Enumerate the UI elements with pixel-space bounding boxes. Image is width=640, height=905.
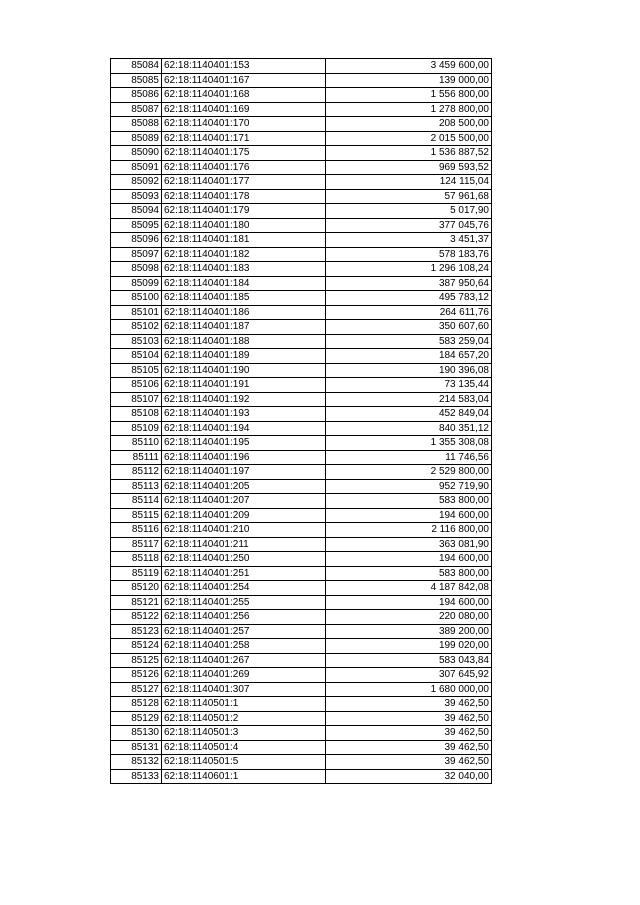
row-number-cell: 85095 <box>111 218 162 233</box>
cadastral-number-cell: 62:18:1140401:191 <box>162 378 326 393</box>
cadastral-value-cell: 2 015 500,00 <box>326 131 492 146</box>
cadastral-value-cell: 363 081,90 <box>326 537 492 552</box>
table-row <box>111 711 492 726</box>
table-row <box>111 363 492 378</box>
row-number-cell: 85115 <box>111 508 162 523</box>
cadastral-value-cell: 583 259,04 <box>326 334 492 349</box>
cadastral-value-cell: 1 278 800,00 <box>326 102 492 117</box>
cadastral-number-cell: 62:18:1140501:1 <box>162 697 326 712</box>
cadastral-number-cell: 62:18:1140401:211 <box>162 537 326 552</box>
row-number-cell: 85121 <box>111 595 162 610</box>
cadastral-value-cell: 3 459 600,00 <box>326 59 492 74</box>
row-number-cell: 85126 <box>111 668 162 683</box>
cadastral-value-cell: 3 451,37 <box>326 233 492 248</box>
table-row <box>111 537 492 552</box>
cadastral-number-cell: 62:18:1140501:2 <box>162 711 326 726</box>
table-row <box>111 494 492 509</box>
row-number-cell: 85106 <box>111 378 162 393</box>
cadastral-value-cell: 1 296 108,24 <box>326 262 492 277</box>
cadastral-value-cell: 194 600,00 <box>326 595 492 610</box>
row-number-cell: 85120 <box>111 581 162 596</box>
cadastral-value-cell: 124 115,04 <box>326 175 492 190</box>
table-row <box>111 262 492 277</box>
table-row <box>111 146 492 161</box>
cadastral-value-cell: 952 719,90 <box>326 479 492 494</box>
cadastral-number-cell: 62:18:1140401:269 <box>162 668 326 683</box>
cadastral-number-cell: 62:18:1140401:180 <box>162 218 326 233</box>
cadastral-number-cell: 62:18:1140401:254 <box>162 581 326 596</box>
table-row <box>111 552 492 567</box>
cadastral-value-cell: 969 593,52 <box>326 160 492 175</box>
cadastral-number-cell: 62:18:1140401:207 <box>162 494 326 509</box>
table-row <box>111 320 492 335</box>
table-row <box>111 726 492 741</box>
cadastral-number-cell: 62:18:1140401:167 <box>162 73 326 88</box>
table-row <box>111 131 492 146</box>
cadastral-number-cell: 62:18:1140401:153 <box>162 59 326 74</box>
row-number-cell: 85132 <box>111 755 162 770</box>
cadastral-value-cell: 190 396,08 <box>326 363 492 378</box>
cadastral-value-cell: 39 462,50 <box>326 755 492 770</box>
table-row <box>111 581 492 596</box>
row-number-cell: 85100 <box>111 291 162 306</box>
cadastral-number-cell: 62:18:1140401:190 <box>162 363 326 378</box>
row-number-cell: 85086 <box>111 88 162 103</box>
table-row <box>111 769 492 784</box>
table-row <box>111 102 492 117</box>
row-number-cell: 85124 <box>111 639 162 654</box>
cadastral-value-cell: 194 600,00 <box>326 508 492 523</box>
row-number-cell: 85089 <box>111 131 162 146</box>
cadastral-number-cell: 62:18:1140401:205 <box>162 479 326 494</box>
cadastral-value-cell: 1 355 308,08 <box>326 436 492 451</box>
row-number-cell: 85128 <box>111 697 162 712</box>
cadastral-number-cell: 62:18:1140401:194 <box>162 421 326 436</box>
table-row <box>111 595 492 610</box>
cadastral-number-cell: 62:18:1140401:188 <box>162 334 326 349</box>
table-row <box>111 73 492 88</box>
cadastral-number-cell: 62:18:1140401:196 <box>162 450 326 465</box>
cadastral-value-cell: 57 961,68 <box>326 189 492 204</box>
table-row <box>111 682 492 697</box>
cadastral-value-cell: 184 657,20 <box>326 349 492 364</box>
cadastral-value-cell: 214 583,04 <box>326 392 492 407</box>
row-number-cell: 85102 <box>111 320 162 335</box>
table-row <box>111 291 492 306</box>
row-number-cell: 85091 <box>111 160 162 175</box>
cadastral-number-cell: 62:18:1140401:170 <box>162 117 326 132</box>
row-number-cell: 85123 <box>111 624 162 639</box>
cadastral-number-cell: 62:18:1140401:258 <box>162 639 326 654</box>
cadastral-number-cell: 62:18:1140401:179 <box>162 204 326 219</box>
table-row <box>111 508 492 523</box>
cadastral-value-cell: 2 116 800,00 <box>326 523 492 538</box>
cadastral-value-cell: 452 849,04 <box>326 407 492 422</box>
cadastral-value-cell: 583 800,00 <box>326 566 492 581</box>
row-number-cell: 85130 <box>111 726 162 741</box>
table-row <box>111 117 492 132</box>
cadastral-value-cell: 199 020,00 <box>326 639 492 654</box>
table-row <box>111 175 492 190</box>
table-row <box>111 349 492 364</box>
cadastral-number-cell: 62:18:1140401:187 <box>162 320 326 335</box>
row-number-cell: 85111 <box>111 450 162 465</box>
row-number-cell: 85117 <box>111 537 162 552</box>
cadastral-number-cell: 62:18:1140401:182 <box>162 247 326 262</box>
cadastral-value-cell: 1 556 800,00 <box>326 88 492 103</box>
cadastral-number-cell: 62:18:1140401:193 <box>162 407 326 422</box>
table-row <box>111 479 492 494</box>
row-number-cell: 85093 <box>111 189 162 204</box>
cadastral-number-cell: 62:18:1140401:255 <box>162 595 326 610</box>
row-number-cell: 85118 <box>111 552 162 567</box>
row-number-cell: 85098 <box>111 262 162 277</box>
cadastral-value-cell: 387 950,64 <box>326 276 492 291</box>
row-number-cell: 85125 <box>111 653 162 668</box>
cadastral-number-cell: 62:18:1140401:197 <box>162 465 326 480</box>
table-row <box>111 740 492 755</box>
row-number-cell: 85090 <box>111 146 162 161</box>
cadastral-number-cell: 62:18:1140401:256 <box>162 610 326 625</box>
cadastral-value-cell: 39 462,50 <box>326 697 492 712</box>
row-number-cell: 85108 <box>111 407 162 422</box>
cadastral-number-cell: 62:18:1140401:189 <box>162 349 326 364</box>
row-number-cell: 85112 <box>111 465 162 480</box>
table-row <box>111 88 492 103</box>
row-number-cell: 85110 <box>111 436 162 451</box>
cadastral-value-cell: 840 351,12 <box>326 421 492 436</box>
cadastral-number-cell: 62:18:1140401:185 <box>162 291 326 306</box>
table-row <box>111 378 492 393</box>
cadastral-number-cell: 62:18:1140401:175 <box>162 146 326 161</box>
cadastral-number-cell: 62:18:1140401:169 <box>162 102 326 117</box>
cadastral-value-cell: 39 462,50 <box>326 711 492 726</box>
cadastral-number-cell: 62:18:1140401:210 <box>162 523 326 538</box>
cadastral-number-cell: 62:18:1140401:209 <box>162 508 326 523</box>
table-row <box>111 421 492 436</box>
cadastral-value-cell: 389 200,00 <box>326 624 492 639</box>
table-row <box>111 523 492 538</box>
row-number-cell: 85096 <box>111 233 162 248</box>
table-row <box>111 639 492 654</box>
cadastral-value-cell: 583 800,00 <box>326 494 492 509</box>
row-number-cell: 85101 <box>111 305 162 320</box>
table-row <box>111 653 492 668</box>
row-number-cell: 85107 <box>111 392 162 407</box>
table-row <box>111 697 492 712</box>
cadastral-number-cell: 62:18:1140501:4 <box>162 740 326 755</box>
cadastral-value-cell: 377 045,76 <box>326 218 492 233</box>
table-row <box>111 668 492 683</box>
table-row <box>111 755 492 770</box>
table-row <box>111 247 492 262</box>
table-row <box>111 566 492 581</box>
row-number-cell: 85084 <box>111 59 162 74</box>
cadastral-value-table <box>110 58 492 784</box>
table-row <box>111 233 492 248</box>
table-body <box>111 59 492 784</box>
cadastral-number-cell: 62:18:1140501:5 <box>162 755 326 770</box>
cadastral-value-cell: 264 611,76 <box>326 305 492 320</box>
cadastral-value-cell: 4 187 842,08 <box>326 581 492 596</box>
cadastral-value-cell: 495 783,12 <box>326 291 492 306</box>
row-number-cell: 85133 <box>111 769 162 784</box>
cadastral-value-cell: 73 135,44 <box>326 378 492 393</box>
table-row <box>111 465 492 480</box>
cadastral-value-cell: 39 462,50 <box>326 726 492 741</box>
row-number-cell: 85092 <box>111 175 162 190</box>
row-number-cell: 85105 <box>111 363 162 378</box>
row-number-cell: 85129 <box>111 711 162 726</box>
cadastral-value-cell: 2 529 800,00 <box>326 465 492 480</box>
cadastral-value-cell: 39 462,50 <box>326 740 492 755</box>
row-number-cell: 85094 <box>111 204 162 219</box>
cadastral-value-cell: 208 500,00 <box>326 117 492 132</box>
cadastral-number-cell: 62:18:1140601:1 <box>162 769 326 784</box>
cadastral-number-cell: 62:18:1140401:177 <box>162 175 326 190</box>
cadastral-value-cell: 1 680 000,00 <box>326 682 492 697</box>
cadastral-number-cell: 62:18:1140401:181 <box>162 233 326 248</box>
cadastral-number-cell: 62:18:1140401:195 <box>162 436 326 451</box>
cadastral-value-cell: 32 040,00 <box>326 769 492 784</box>
row-number-cell: 85088 <box>111 117 162 132</box>
row-number-cell: 85104 <box>111 349 162 364</box>
row-number-cell: 85085 <box>111 73 162 88</box>
cadastral-value-cell: 5 017,90 <box>326 204 492 219</box>
table-row <box>111 305 492 320</box>
row-number-cell: 85131 <box>111 740 162 755</box>
cadastral-number-cell: 62:18:1140401:251 <box>162 566 326 581</box>
table-row <box>111 218 492 233</box>
cadastral-value-cell: 194 600,00 <box>326 552 492 567</box>
table-row <box>111 436 492 451</box>
cadastral-value-cell: 583 043,84 <box>326 653 492 668</box>
cadastral-number-cell: 62:18:1140401:176 <box>162 160 326 175</box>
table-row <box>111 610 492 625</box>
row-number-cell: 85119 <box>111 566 162 581</box>
table-row <box>111 189 492 204</box>
cadastral-number-cell: 62:18:1140401:257 <box>162 624 326 639</box>
cadastral-value-cell: 307 645,92 <box>326 668 492 683</box>
row-number-cell: 85122 <box>111 610 162 625</box>
table-row <box>111 160 492 175</box>
row-number-cell: 85097 <box>111 247 162 262</box>
table-row <box>111 59 492 74</box>
cadastral-number-cell: 62:18:1140401:184 <box>162 276 326 291</box>
row-number-cell: 85087 <box>111 102 162 117</box>
cadastral-number-cell: 62:18:1140401:307 <box>162 682 326 697</box>
cadastral-number-cell: 62:18:1140401:192 <box>162 392 326 407</box>
table-row <box>111 407 492 422</box>
cadastral-number-cell: 62:18:1140401:267 <box>162 653 326 668</box>
cadastral-number-cell: 62:18:1140401:178 <box>162 189 326 204</box>
cadastral-number-cell: 62:18:1140401:171 <box>162 131 326 146</box>
cadastral-number-cell: 62:18:1140401:168 <box>162 88 326 103</box>
cadastral-value-cell: 350 607,60 <box>326 320 492 335</box>
cadastral-value-cell: 578 183,76 <box>326 247 492 262</box>
row-number-cell: 85109 <box>111 421 162 436</box>
cadastral-value-cell: 139 000,00 <box>326 73 492 88</box>
cadastral-value-cell: 11 746,56 <box>326 450 492 465</box>
row-number-cell: 85116 <box>111 523 162 538</box>
cadastral-number-cell: 62:18:1140401:183 <box>162 262 326 277</box>
cadastral-number-cell: 62:18:1140401:186 <box>162 305 326 320</box>
table-row <box>111 624 492 639</box>
row-number-cell: 85114 <box>111 494 162 509</box>
table-row <box>111 204 492 219</box>
row-number-cell: 85127 <box>111 682 162 697</box>
table-row <box>111 334 492 349</box>
table-row <box>111 450 492 465</box>
row-number-cell: 85099 <box>111 276 162 291</box>
cadastral-number-cell: 62:18:1140501:3 <box>162 726 326 741</box>
row-number-cell: 85103 <box>111 334 162 349</box>
cadastral-number-cell: 62:18:1140401:250 <box>162 552 326 567</box>
cadastral-value-cell: 220 080,00 <box>326 610 492 625</box>
cadastral-value-cell: 1 536 887,52 <box>326 146 492 161</box>
row-number-cell: 85113 <box>111 479 162 494</box>
table-row <box>111 392 492 407</box>
table-row <box>111 276 492 291</box>
